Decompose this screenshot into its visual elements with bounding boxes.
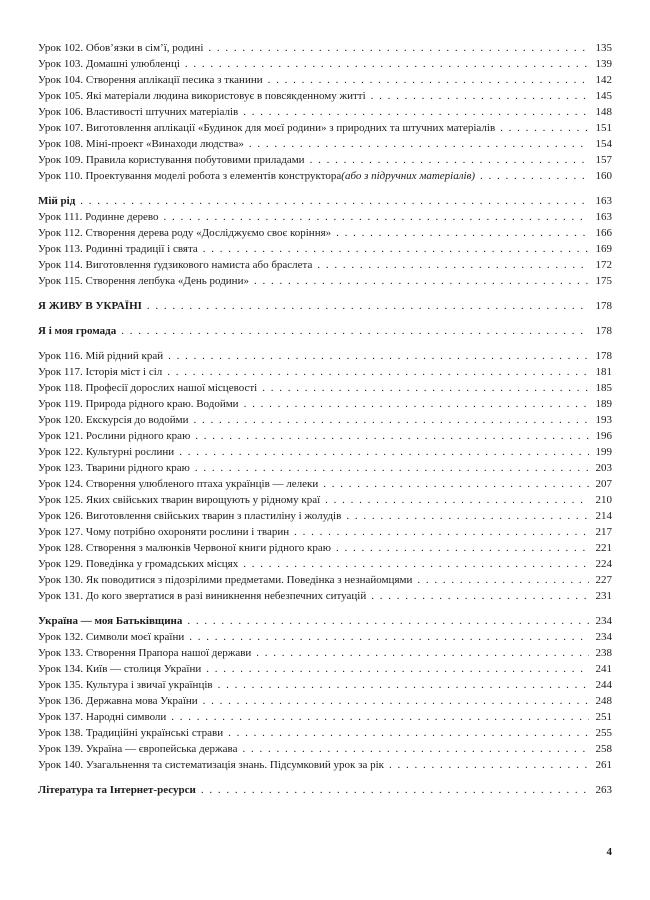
toc-entry-label: Урок 107. Виготовлення аплікації «Будинок для моєї родини» з природних та штучних матеріалів <box>38 122 496 134</box>
dotted-leader <box>196 782 589 798</box>
dotted-leader <box>166 709 589 725</box>
dotted-leader <box>257 380 589 396</box>
dotted-leader <box>366 88 589 104</box>
toc-entry-page: 175 <box>595 275 612 287</box>
toc-entry-page: 238 <box>595 647 612 659</box>
toc-row <box>38 460 612 476</box>
toc-row <box>38 540 612 556</box>
toc-entry-label: Урок 133. Створення Прапора нашої держави <box>38 647 252 659</box>
toc-entry-page: 255 <box>595 727 612 739</box>
dotted-leader <box>174 444 589 460</box>
toc-entry-label: Урок 138. Традиційні українські страви <box>38 727 224 739</box>
toc-entry-label: Урок 112. Створення дерева роду «Досліджуємо своє коріння» <box>38 227 332 239</box>
toc-entry-label: Урок 121. Рослини рідного краю <box>38 430 191 442</box>
dotted-leader <box>495 120 589 136</box>
toc-entry-page: 258 <box>595 743 612 755</box>
toc-entry-page: 172 <box>595 259 612 271</box>
toc-row <box>38 412 612 428</box>
toc-entry-label: Урок 104. Створення аплікації песика з тканини <box>38 74 263 86</box>
toc-entry-page: 178 <box>595 350 612 362</box>
dotted-leader <box>180 56 589 72</box>
dotted-leader <box>213 677 589 693</box>
toc-row <box>38 168 612 184</box>
toc-entry-page: 139 <box>595 58 612 70</box>
dotted-leader <box>239 396 589 412</box>
toc-row <box>38 556 612 572</box>
dotted-leader <box>238 556 589 572</box>
toc-entry-page: 145 <box>595 90 612 102</box>
toc-entry-page: 154 <box>595 138 612 150</box>
dotted-leader <box>190 460 589 476</box>
toc-entry-label: Урок 139. Україна — європейська держава <box>38 743 238 755</box>
toc-entry-label: Література та Інтернет-ресурси <box>38 784 196 796</box>
toc-entry-page: 166 <box>595 227 612 239</box>
toc-entry-label: Урок 113. Родинні традиції і свята <box>38 243 198 255</box>
dotted-leader <box>203 40 589 56</box>
toc-entry-label: Урок 130. Як поводитися з підозрілими предметами. Поведінка з незнайомцями <box>38 574 413 586</box>
toc-row <box>38 323 612 339</box>
toc-row <box>38 492 612 508</box>
toc-entry-page: 163 <box>595 211 612 223</box>
toc-entry-page: 148 <box>595 106 612 118</box>
dotted-leader <box>412 572 589 588</box>
toc-entry-page: 207 <box>595 478 612 490</box>
toc-entry-page: 151 <box>595 122 612 134</box>
toc-entry-label: Урок 109. Правила користування побутовими приладами <box>38 154 305 166</box>
toc-row <box>38 725 612 741</box>
toc-entry-label: Урок 120. Екскурсія до водойми <box>38 414 189 426</box>
toc-entry-label: Урок 118. Професії дорослих нашої місцевості <box>38 382 258 394</box>
dotted-leader <box>198 693 589 709</box>
toc-entry-label: Я і моя громада <box>38 325 117 337</box>
toc-row <box>38 782 612 798</box>
dotted-leader <box>341 508 589 524</box>
toc-row <box>38 88 612 104</box>
toc-entry-label: Україна — моя Батьківщина <box>38 615 183 627</box>
toc-entry-label: Урок 106. Властивості штучних матеріалів <box>38 106 239 118</box>
toc-entry-label: Урок 110. Проектування моделі робота з елементів конструктора <box>38 170 342 182</box>
toc-entry-page: 163 <box>595 195 612 207</box>
toc-row <box>38 40 612 56</box>
toc-entry-page: 217 <box>595 526 612 538</box>
toc-entry-page: 169 <box>595 243 612 255</box>
toc-entry-label: Урок 127. Чому потрібно охороняти рослини і тварин <box>38 526 290 538</box>
toc-entry-page: 185 <box>595 382 612 394</box>
toc-row <box>38 152 612 168</box>
toc-row <box>38 380 612 396</box>
toc-entry-label: Урок 136. Державна мова України <box>38 695 198 707</box>
toc-row <box>38 257 612 273</box>
dotted-leader <box>366 588 589 604</box>
toc-entry-page: 234 <box>595 631 612 643</box>
toc-entry-label: Урок 117. Історія міст і сіл <box>38 366 163 378</box>
toc-entry-page: 189 <box>595 398 612 410</box>
toc-row <box>38 709 612 725</box>
dotted-leader <box>318 476 589 492</box>
dotted-leader <box>189 412 589 428</box>
toc-row <box>38 209 612 225</box>
toc-entry-label: Урок 123. Тварини рідного краю <box>38 462 190 474</box>
dotted-leader <box>384 757 589 773</box>
toc-entry-label: Урок 135. Культура і звичаї українців <box>38 679 213 691</box>
toc-entry-label: Урок 128. Створення з малюнків Червоної книги рідного краю <box>38 542 331 554</box>
toc-entry-page: 227 <box>595 574 612 586</box>
toc-row <box>38 524 612 540</box>
toc-entry-label: Урок 124. Створення улюбленого птаха українців — лелеки <box>38 478 319 490</box>
toc-row <box>38 476 612 492</box>
dotted-leader <box>223 725 589 741</box>
toc-entry-page: 241 <box>595 663 612 675</box>
toc-entry-page: 193 <box>595 414 612 426</box>
dotted-leader <box>237 741 589 757</box>
page-number: 4 <box>606 846 612 858</box>
toc-entry-label: Я ЖИВУ В УКРАЇНІ <box>38 300 142 312</box>
dotted-leader <box>320 492 589 508</box>
toc-entry-label: Урок 119. Природа рідного краю. Водойми <box>38 398 239 410</box>
dotted-leader <box>198 241 589 257</box>
toc-row <box>38 241 612 257</box>
toc-row <box>38 508 612 524</box>
toc-row <box>38 72 612 88</box>
dotted-leader <box>249 273 589 289</box>
dotted-leader <box>244 136 589 152</box>
dotted-leader <box>331 540 589 556</box>
toc-row <box>38 588 612 604</box>
dotted-leader <box>142 298 589 314</box>
toc-entry-label: Урок 131. До кого звертатися в разі виникнення небезпечних ситуацій <box>38 590 367 602</box>
toc-row <box>38 645 612 661</box>
toc-row <box>38 120 612 136</box>
toc-entry-page: 221 <box>595 542 612 554</box>
toc-row <box>38 225 612 241</box>
toc-row <box>38 364 612 380</box>
toc-entry-label: Урок 108. Міні-проект «Винаходи людства» <box>38 138 244 150</box>
toc-entry-label: Урок 134. Київ — столиця України <box>38 663 202 675</box>
toc-entry-page: 199 <box>595 446 612 458</box>
toc-row <box>38 741 612 757</box>
toc-entry-page: 135 <box>595 42 612 54</box>
toc-row <box>38 56 612 72</box>
toc-entry-page: 178 <box>595 325 612 337</box>
toc-entry-page: 251 <box>595 711 612 723</box>
toc-row <box>38 136 612 152</box>
toc-entry-label: Урок 115. Створення лепбука «День родини» <box>38 275 249 287</box>
toc-entry-label: Урок 129. Поведінка у громадських місцях <box>38 558 239 570</box>
dotted-leader <box>201 661 589 677</box>
dotted-leader <box>184 629 589 645</box>
toc-entry-page: 142 <box>595 74 612 86</box>
dotted-leader <box>182 613 589 629</box>
toc-row <box>38 757 612 773</box>
toc-entry-label: Урок 126. Виготовлення свійських тварин з пластиліну і жолудів <box>38 510 342 522</box>
toc-entry-label: Урок 114. Виготовлення ґудзикового намиста або браслета <box>38 259 313 271</box>
dotted-leader <box>238 104 589 120</box>
toc-row <box>38 444 612 460</box>
toc-entry-label: Мій рід <box>38 195 76 207</box>
toc-entry-label-italic: (або з підручних матеріалів) <box>341 170 476 182</box>
toc-entry-label: Урок 140. Узагальнення та систематизація знань. Підсумковий урок за рік <box>38 759 385 771</box>
toc-entry-label: Урок 116. Мій рідний край <box>38 350 164 362</box>
dotted-leader <box>305 152 589 168</box>
toc-entry-label: Урок 122. Культурні рослини <box>38 446 175 458</box>
toc-row <box>38 693 612 709</box>
toc-entry-label: Урок 105. Які матеріали людина використовує в повсякденному житті <box>38 90 366 102</box>
toc-entry-page: 181 <box>595 366 612 378</box>
toc-entry-page: 263 <box>595 784 612 796</box>
dotted-leader <box>162 364 589 380</box>
toc-entry-page: 224 <box>595 558 612 570</box>
toc-entry-page: 261 <box>595 759 612 771</box>
toc-entry-page: 157 <box>595 154 612 166</box>
dotted-leader <box>75 193 589 209</box>
toc-entry-page: 248 <box>595 695 612 707</box>
dotted-leader <box>116 323 589 339</box>
toc-row <box>38 613 612 629</box>
dotted-leader <box>289 524 589 540</box>
dotted-leader <box>312 257 589 273</box>
dotted-leader <box>190 428 589 444</box>
toc-row <box>38 428 612 444</box>
toc-entry-label: Урок 125. Яких свійських тварин вирощують у рідному краї <box>38 494 321 506</box>
toc-entry-page: 214 <box>595 510 612 522</box>
toc-entry-label: Урок 132. Символи моєї країни <box>38 631 185 643</box>
toc-row <box>38 629 612 645</box>
toc-entry-page: 210 <box>595 494 612 506</box>
toc-row <box>38 572 612 588</box>
dotted-leader <box>163 348 589 364</box>
toc-entry-page: 196 <box>595 430 612 442</box>
dotted-leader <box>251 645 589 661</box>
toc-row <box>38 661 612 677</box>
toc-entry-page: 234 <box>595 615 612 627</box>
toc-entry-label: Урок 103. Домашні улюбленці <box>38 58 180 70</box>
dotted-leader <box>159 209 590 225</box>
toc-row <box>38 104 612 120</box>
toc-entry-label: Урок 137. Народні символи <box>38 711 167 723</box>
toc-entry-page: 178 <box>595 300 612 312</box>
table-of-contents <box>38 40 612 798</box>
toc-entry-page: 244 <box>595 679 612 691</box>
toc-entry-page: 231 <box>595 590 612 602</box>
dotted-leader <box>475 168 589 184</box>
toc-entry-page: 203 <box>595 462 612 474</box>
toc-row <box>38 677 612 693</box>
dotted-leader <box>263 72 589 88</box>
toc-entry-label: Урок 102. Обов’язки в сім’ї, родині <box>38 42 204 54</box>
dotted-leader <box>331 225 589 241</box>
toc-row <box>38 396 612 412</box>
toc-row <box>38 298 612 314</box>
toc-row <box>38 193 612 209</box>
toc-row <box>38 273 612 289</box>
toc-entry-label: Урок 111. Родинне дерево <box>38 211 159 223</box>
toc-row <box>38 348 612 364</box>
toc-entry-page: 160 <box>595 170 612 182</box>
